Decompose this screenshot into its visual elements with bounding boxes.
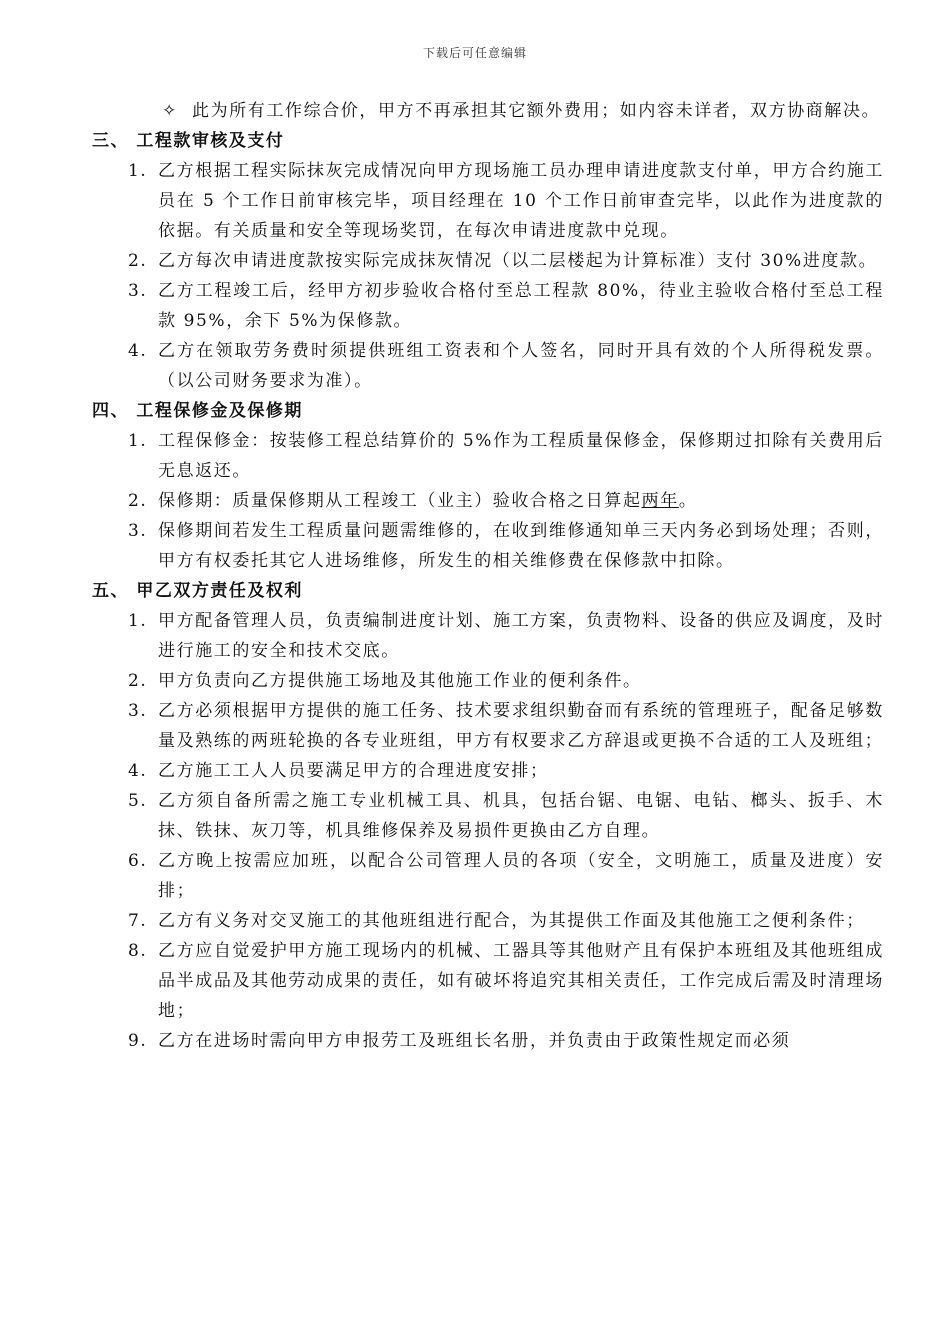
item-text: 甲方配备管理人员，负责编制进度计划、施工方案，负责物料、设备的供应及调度，及时进行施工的安全和技术交底。 [158, 611, 884, 661]
list-item [92, 156, 884, 246]
list-item [92, 1026, 884, 1056]
list-item [92, 786, 884, 846]
list-item [92, 486, 884, 516]
list-item [92, 696, 884, 756]
list-item [92, 666, 884, 696]
item-text: 乙方根据工程实际抹灰完成情况向甲方现场施工员办理申请进度款支付单，甲方合约施工员在 5 个工作日前审核完毕，项目经理在 10 个工作日前审查完毕，以此作为进度款的依据。有关质量和安全等现场奖罚，在每次申请进度款中兑现。 [158, 161, 884, 241]
item-number: 6. [128, 851, 148, 871]
item-number: 7. [128, 911, 148, 931]
item-text: 乙方在进场时需向甲方申报劳工及班组长名册，并负责由于政策性规定而必须 [158, 1031, 791, 1051]
item-text: 保修期：质量保修期从工程竣工（业主）验收合格之日算起 [158, 491, 642, 511]
item-number: 2. [128, 671, 148, 691]
item-text: 工程保修金：按装修工程总结算价的 5%作为工程质量保修金，保修期过扣除有关费用后无息返还。 [158, 431, 884, 481]
list-item [92, 756, 884, 786]
item-number: 3. [128, 701, 148, 721]
list-item [92, 906, 884, 936]
item-number: 4. [128, 761, 148, 781]
item-text: 乙方晚上按需应加班，以配合公司管理人员的各项（安全，文明施工，质量及进度）安排； [158, 851, 884, 901]
item-text: 乙方应自觉爱护甲方施工现场内的机械、工器具等其他财产且有保护本班组及其他班组成品半成品及其他劳动成果的责任，如有破坏将追究其相关责任，工作完成后需及时清理场地； [158, 941, 884, 1021]
item-text: 保修期间若发生工程质量问题需维修的，在收到维修通知单三天内务必到场处理；否则，甲方有权委托其它人进场维修，所发生的相关维修费在保修款中扣除。 [158, 521, 884, 571]
list-item [92, 936, 884, 1026]
item-number: 9. [128, 1031, 148, 1051]
item-text: 乙方须自备所需之施工专业机械工具、机具，包括台锯、电锯、电钻、榔头、扳手、木抹、铁抹、灰刀等，机具维修保养及易损件更换由乙方自理。 [158, 791, 884, 841]
item-text: 甲方负责向乙方提供施工场地及其他施工作业的便利条件。 [158, 671, 642, 691]
section-title-payment: 三、 工程款审核及支付 [92, 131, 285, 151]
item-text: 乙方有义务对交叉施工的其他班组进行配合，为其提供工作面及其他施工之便利条件； [158, 911, 865, 931]
diamond-bullet-icon: ✧ [162, 101, 178, 121]
item-number: 1. [128, 431, 148, 451]
item-number: 2. [128, 491, 148, 511]
item-text: 乙方工程竣工后，经甲方初步验收合格付至总工程款 80%，待业主验收合格付至总工程款 95%，余下 5%为保修款。 [158, 281, 884, 331]
list-item [92, 516, 884, 576]
item-number: 8. [128, 941, 148, 961]
list-item [92, 606, 884, 666]
item-text: 乙方在领取劳务费时须提供班组工资表和个人签名，同时开具有效的个人所得税发票。（以公司财务要求为准）。 [158, 341, 884, 391]
item-number: 2. [128, 251, 148, 271]
list-item [92, 426, 884, 486]
bullet-text: 此为所有工作综合价，甲方不再承担其它额外费用；如内容未详者，双方协商解决。 [192, 101, 881, 121]
item-number: 1. [128, 611, 148, 631]
section-title-warranty: 四、 工程保修金及保修期 [92, 401, 303, 421]
bullet-paragraph [92, 96, 884, 126]
item-number: 3. [128, 281, 148, 301]
list-item [92, 336, 884, 396]
underlined-term: 两年 [641, 491, 679, 511]
item-number: 3. [128, 521, 148, 541]
item-text-tail: 。 [678, 491, 698, 511]
section-title-responsibilities: 五、 甲乙双方责任及权利 [92, 581, 303, 601]
item-number: 4. [128, 341, 148, 361]
item-text: 乙方施工工人人员要满足甲方的合理进度安排； [158, 761, 549, 781]
document-body [92, 96, 884, 1056]
item-number: 1. [128, 161, 148, 181]
item-text: 乙方每次申请进度款按实际完成抹灰情况（以二层楼起为计算标准）支付 30%进度款。 [158, 251, 878, 271]
item-text: 乙方必须根据甲方提供的施工任务、技术要求组织勤奋而有系统的管理班子，配备足够数量及熟练的两班轮换的各专业班组，甲方有权要求乙方辞退或更换不合适的工人及班组； [158, 701, 884, 751]
page-header: 下载后可任意编辑 [422, 46, 527, 60]
list-item [92, 276, 884, 336]
list-item [92, 246, 884, 276]
item-number: 5. [128, 791, 148, 811]
list-item [92, 846, 884, 906]
